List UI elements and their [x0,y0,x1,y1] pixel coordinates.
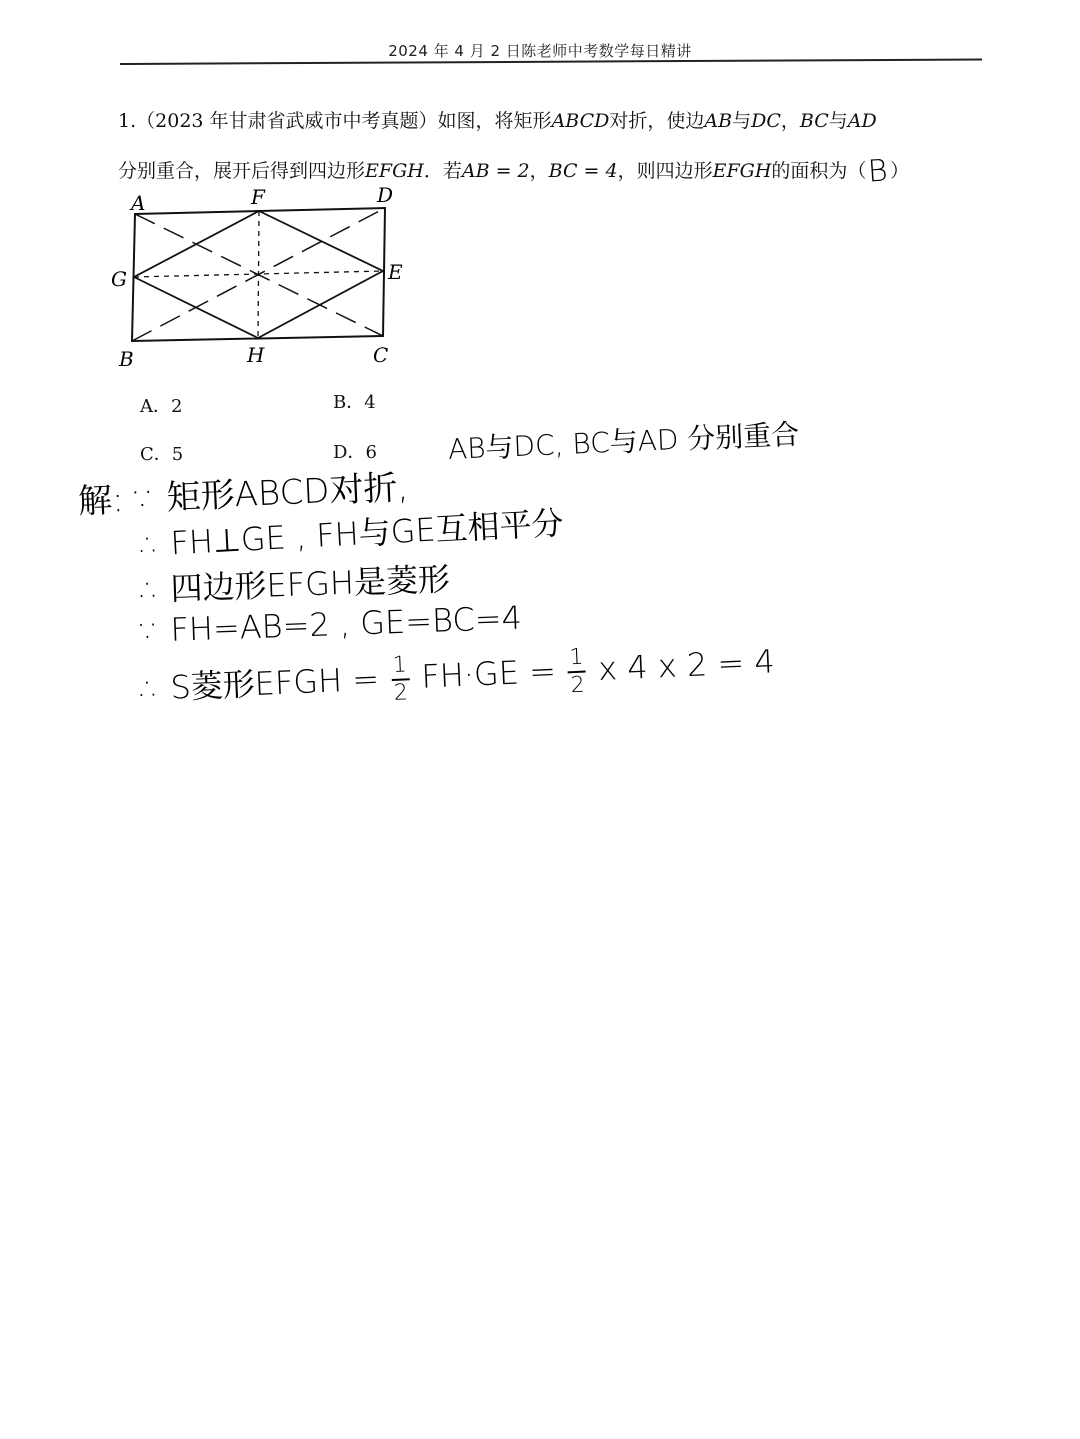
question-text: ．若 [423,160,462,182]
choice-letter: B． [333,392,365,413]
question-number: 1. [118,110,137,132]
question-text: ， [529,160,549,182]
choice-a [140,392,182,418]
solution-line-5 [139,636,776,716]
solution-line-1: 解: ∵ 矩形ABCD对折, [77,467,410,522]
solution-line-3: ∴ 四边形EFGH是菱形 [139,560,451,609]
fraction-denominator: 2 [570,672,586,699]
label-f: F [251,185,265,209]
label-g: G [111,267,127,291]
given-value: BC = 4 [548,160,618,182]
question-text: 对折，使边 [609,110,705,132]
fraction-numerator: 1 [568,644,585,671]
question-text: ） [890,160,910,182]
question-text: 的面积为（ [771,160,867,182]
question-text: 与 [732,110,752,132]
solution-area-result: x 4 x 2 = 4 [597,642,776,688]
side-label: AD [847,110,877,132]
side-label: AB [704,110,733,132]
question-text: ， [780,110,800,132]
question-line-1 [118,106,877,133]
label-c: C [373,343,389,367]
fraction-half [390,654,410,705]
choice-letter: C． [140,444,172,465]
solution-line-4: ∵ FH=AB=2 , GE=BC=4 [139,598,523,650]
choice-c [140,440,183,466]
quad-name: EFGH [712,160,772,182]
choice-letter: A． [140,396,171,417]
label-h: H [247,343,265,367]
side-label: BC [799,110,829,132]
solution-area-prefix: ∴ S菱形EFGH = [139,659,380,708]
choice-b [333,388,376,414]
fraction-denominator: 2 [393,680,409,706]
choice-d [333,438,377,464]
rectangle-figure [105,180,425,380]
question-text: 如图，将矩形 [437,110,552,132]
rect-name: ABCD [551,110,610,132]
label-d: D [377,183,394,207]
choice-value: 2 [171,396,183,417]
label-e: E [388,260,403,284]
solution-line-0: AB与DC, BC与AD 分别重合 [447,417,800,466]
question-source: （2023 年甘肃省武威市中考真题） [136,110,438,132]
label-b: B [119,347,134,371]
side-label: DC [751,110,781,132]
question-text: 分别重合，展开后得到四边形 [118,160,366,182]
choice-value: 6 [365,442,377,463]
fraction-numerator: 1 [392,652,408,678]
quad-name: EFGH [365,160,424,182]
label-a: A [131,191,146,215]
question-text: 与 [828,110,848,132]
choice-letter: D． [333,442,366,463]
fraction-half [567,644,587,699]
given-value: AB = 2 [461,160,530,182]
question-text: ，则四边形 [617,160,713,182]
choice-value: 5 [171,444,184,465]
choice-value: 4 [364,392,376,413]
handwritten-answer: B [867,153,890,190]
solution-area-mid: FH·GE = [420,651,557,696]
page-header: 2024 年 4 月 2 日陈老师中考数学每日精讲 [388,42,692,60]
solution-line-2: ∴ FH⊥GE , FH与GE互相平分 [139,503,565,564]
